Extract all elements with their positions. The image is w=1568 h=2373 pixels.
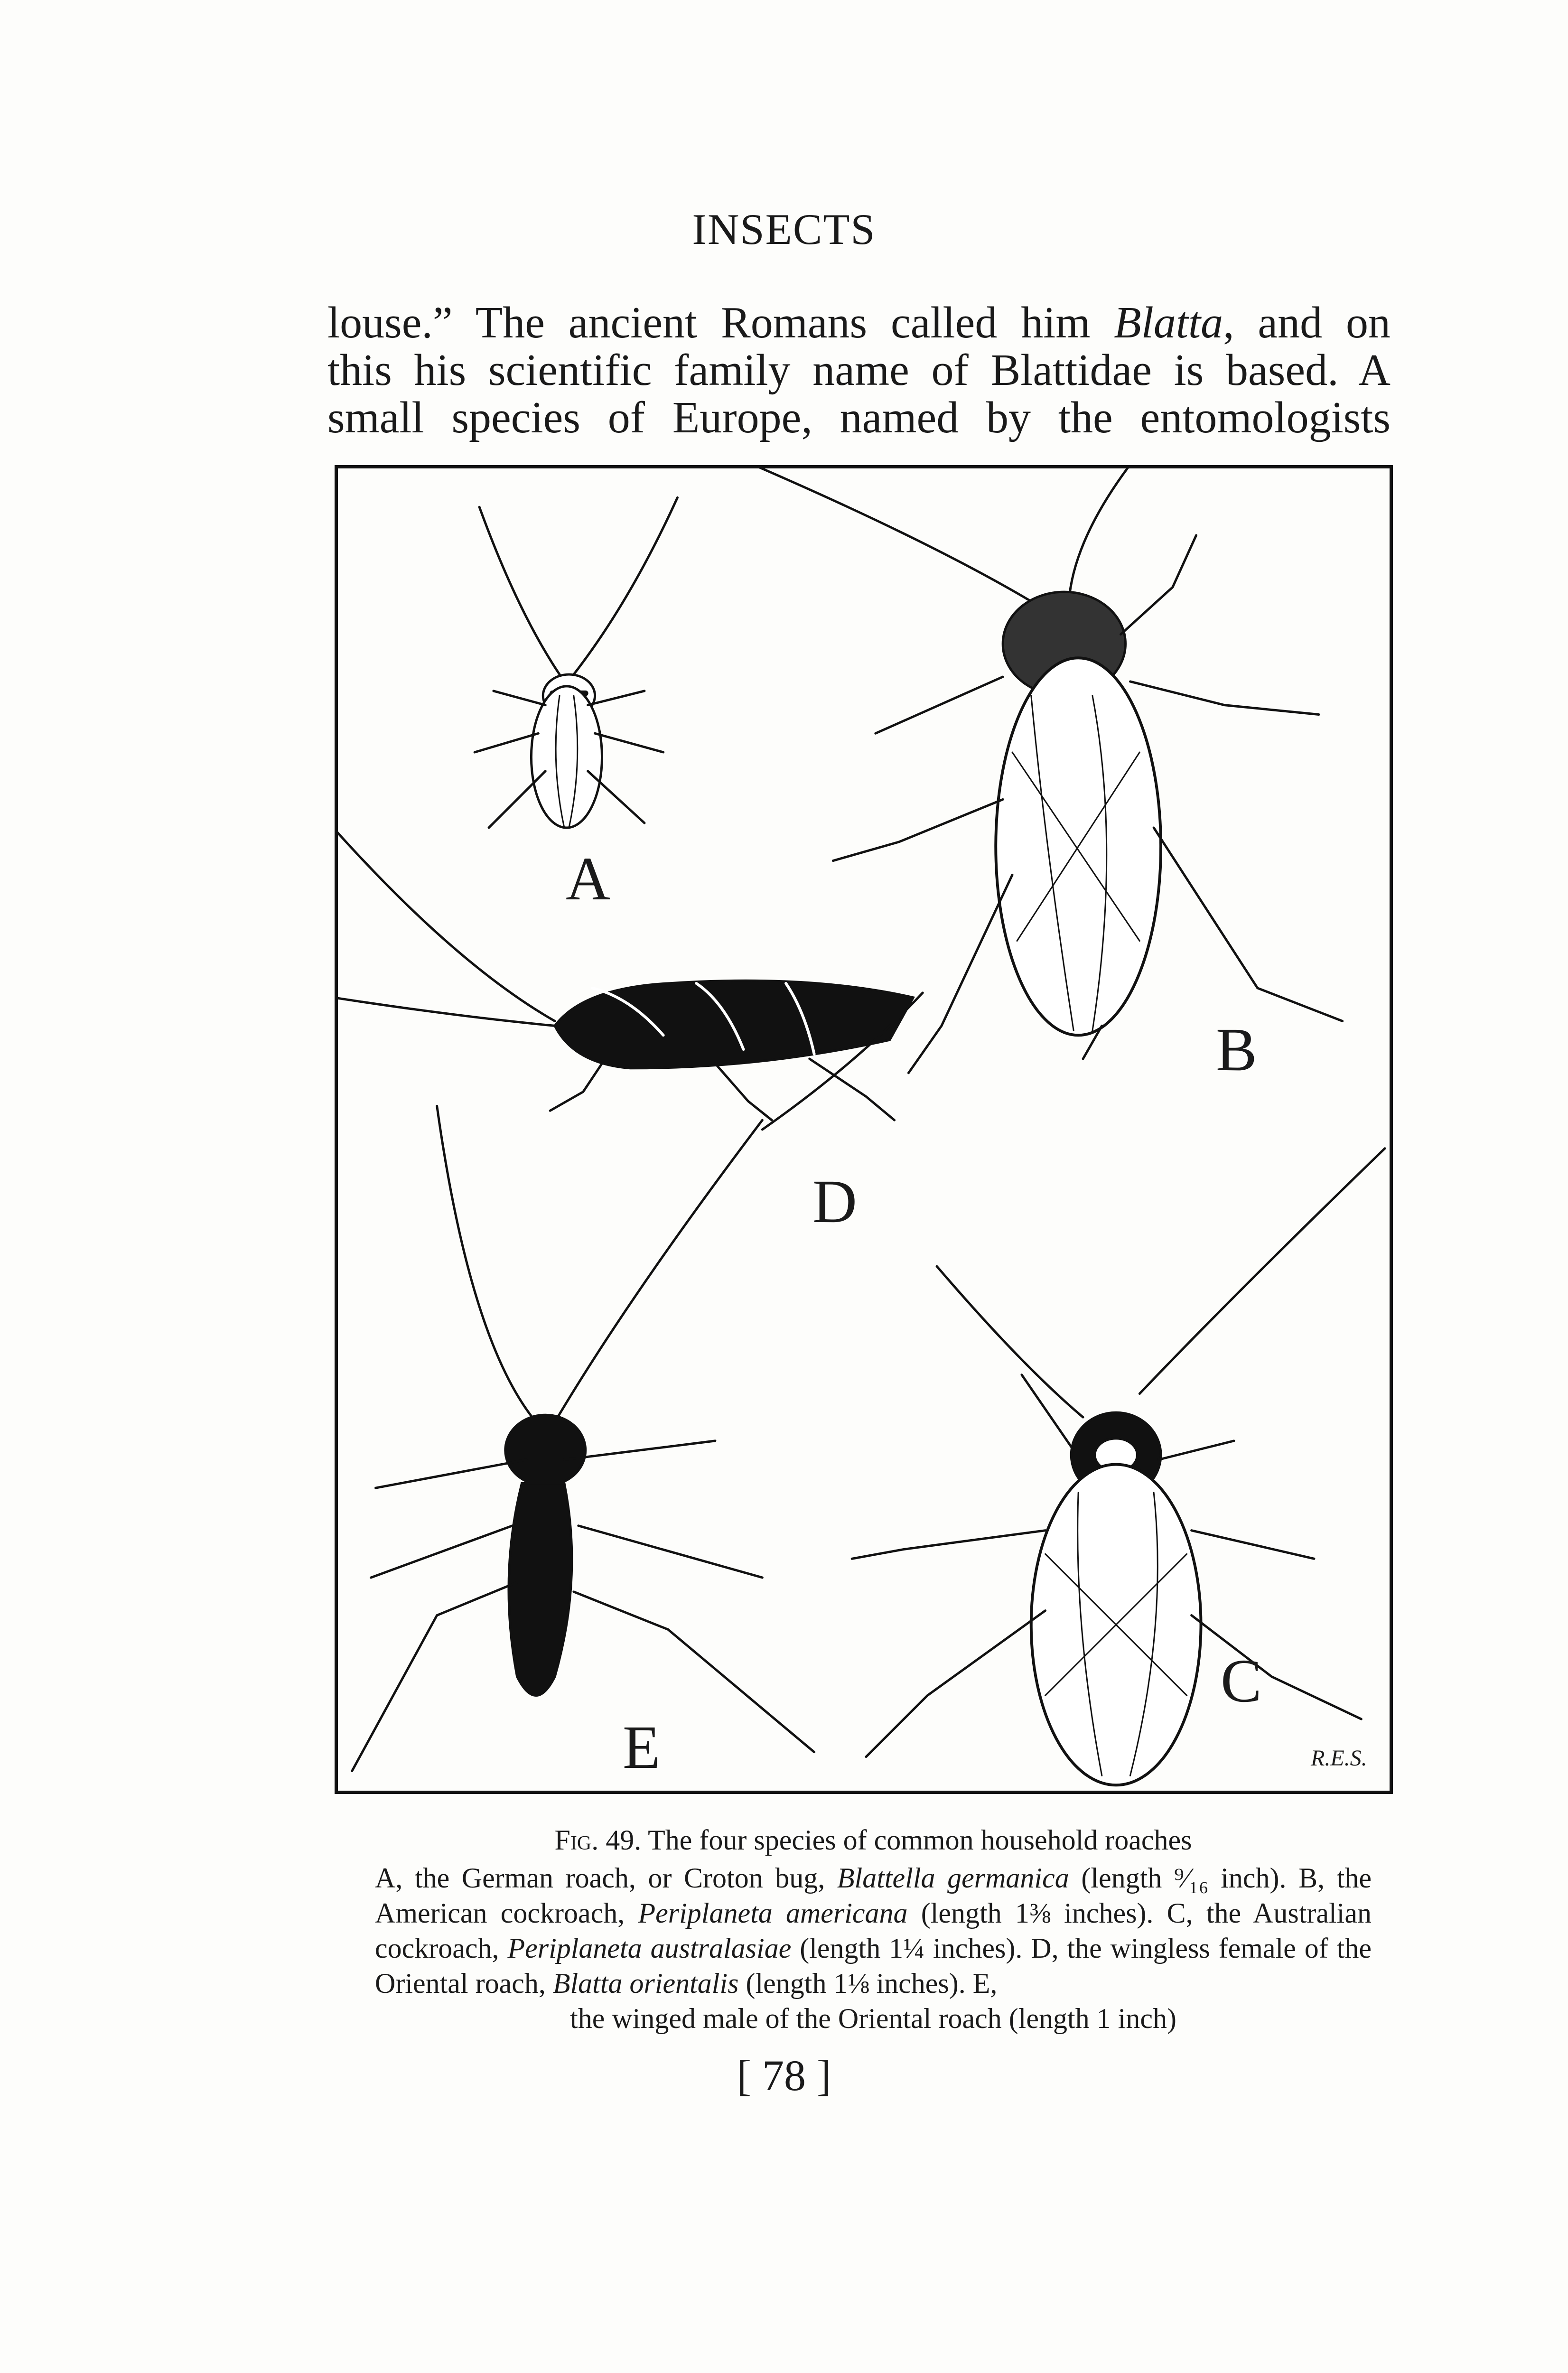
caption-b-length: (length 1⅜ inches). C, the (907, 1897, 1241, 1929)
caption-a-text: A, the German roach, or Croton bug, (375, 1862, 837, 1894)
caption-c-length: (length 1¼ inches). D, the (791, 1933, 1102, 1964)
roach-a-drawing (475, 497, 677, 828)
species-c: Periplaneta australasiae (507, 1933, 792, 1964)
species-b: Periplaneta americana (638, 1897, 908, 1929)
caption-d-length: (length 1⅛ inches). E, (738, 1968, 998, 1999)
roach-e-drawing (352, 1106, 814, 1771)
body-line-1-text: louse.” The ancient Romans called him (327, 298, 1114, 347)
caption-a-length: (length ⁹⁄₁₆ inch). B, (1069, 1862, 1325, 1894)
figure-title: The four species of common household roaches (648, 1824, 1192, 1856)
running-head: INSECTS (692, 205, 876, 253)
caption-c-text: Australian cockroach, (375, 1897, 1372, 1964)
genus-blatta: Blatta (1114, 298, 1223, 347)
body-line-1-end: , and on (1223, 298, 1391, 347)
label-a: A (566, 845, 610, 913)
roach-b-drawing (753, 468, 1342, 1073)
caption-b-text: the American cockroach, (375, 1862, 1372, 1929)
page-number: [ 78 ] (737, 2051, 831, 2100)
label-d: D (812, 1168, 857, 1236)
caption-d-text: wingless female of the Oriental roach, (375, 1933, 1372, 1999)
figure-caption-title (375, 1822, 1372, 1858)
roach-d-drawing (338, 828, 923, 1130)
roach-illustration (335, 465, 1393, 1794)
body-paragraph (327, 299, 1391, 441)
label-b: B (1216, 1016, 1257, 1084)
label-c: C (1221, 1647, 1262, 1715)
species-a: Blattella germanica (837, 1862, 1069, 1894)
label-e: E (623, 1713, 661, 1782)
roach-c-drawing (852, 1149, 1385, 1785)
body-line-3: small species of Europe, named by the entomologists (327, 393, 1391, 442)
species-d: Blatta orientalis (552, 1968, 739, 1999)
body-line-1 (327, 299, 1391, 346)
figure-number: Fig. 49. (554, 1824, 642, 1856)
roach-drawing (338, 468, 1390, 1791)
figure-caption-body (375, 1860, 1372, 2036)
caption-e-text: the winged male of the Oriental roach (length 1 inch) (570, 2003, 1176, 2034)
artist-signature: R.E.S. (1311, 1746, 1367, 1771)
body-line-2: this his scientific family name of Blattidae is based. A (327, 346, 1391, 395)
